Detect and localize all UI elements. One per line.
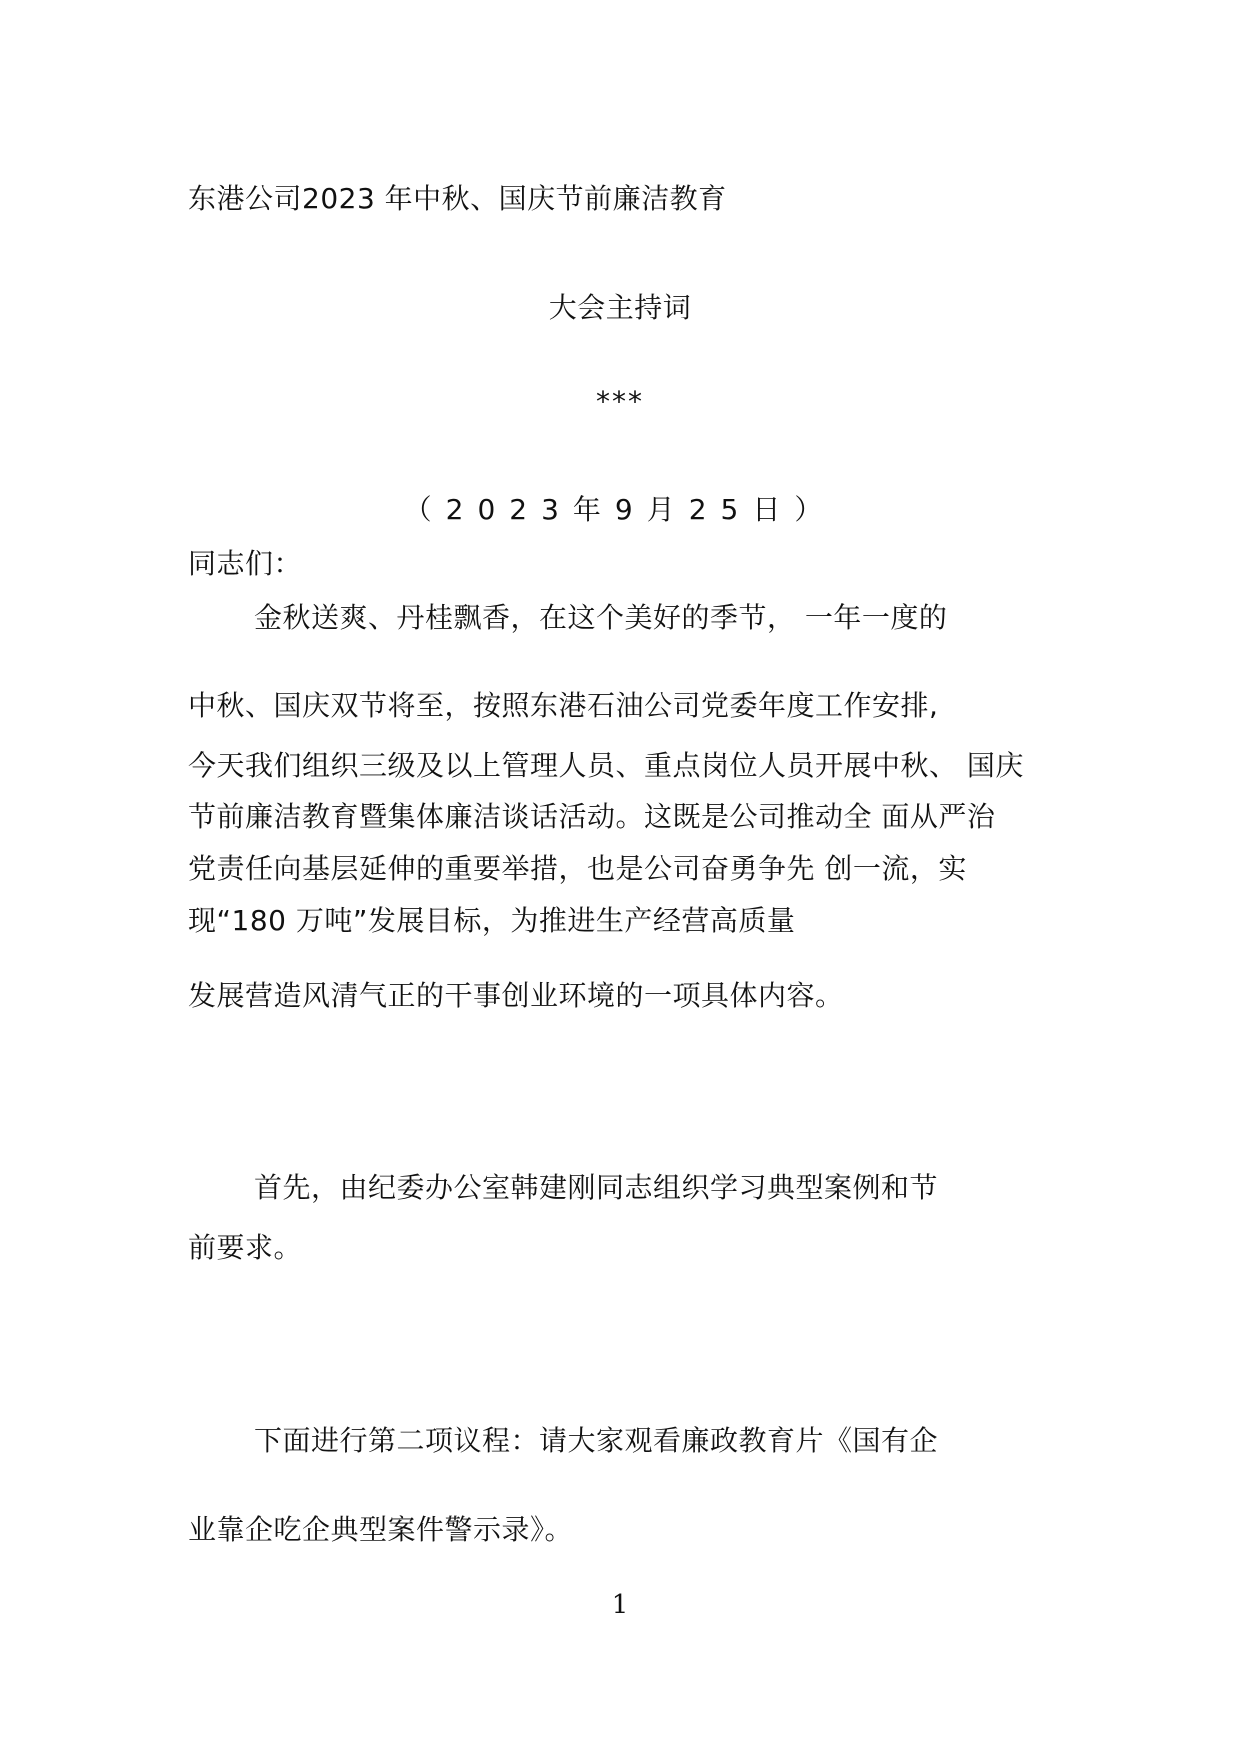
paragraph-line: 中秋、国庆双节将至，按照东港石油公司党委年度工作安排, [188, 689, 939, 722]
paragraph-line: 金秋送爽、丹桂飘香，在这个美好的季节， 一年一度的 [254, 601, 948, 634]
paragraph-line: 下面进行第二项议程：请大家观看廉政教育片《国有企 [254, 1424, 939, 1457]
paragraph-line: 首先，由纪委办公室韩建刚同志组织学习典型案例和节 [254, 1171, 939, 1204]
greeting: 同志们： [188, 547, 303, 580]
paragraph-line: 发展营造风清气正的干事创业环境的一项具体内容。 [188, 979, 844, 1012]
paragraph-line: 党责任向基层延伸的重要举措，也是公司奋勇争先 创一流，实 [188, 852, 967, 885]
paragraph-line: 今天我们组织三级及以上管理人员、重点岗位人员开展中秋、 国庆 [188, 749, 1024, 782]
author-placeholder: *** [596, 385, 644, 418]
document-title-line-1: 东港公司2023 年中秋、国庆节前廉洁教育 [188, 182, 727, 215]
page-number: 1 [611, 1590, 629, 1620]
paragraph-line: 现“180 万吨”发展目标，为推进生产经营高质量 [188, 904, 796, 937]
paragraph-line: 节前廉洁教育暨集体廉洁谈话活动。这既是公司推动全 面从严治 [188, 800, 996, 833]
paragraph-line: 前要求。 [188, 1231, 303, 1264]
paragraph-line: 业靠企吃企典型案件警示录》。 [188, 1513, 574, 1546]
document-date: （2023年9月25日） [403, 493, 837, 526]
document-title-line-2: 大会主持词 [548, 291, 692, 324]
